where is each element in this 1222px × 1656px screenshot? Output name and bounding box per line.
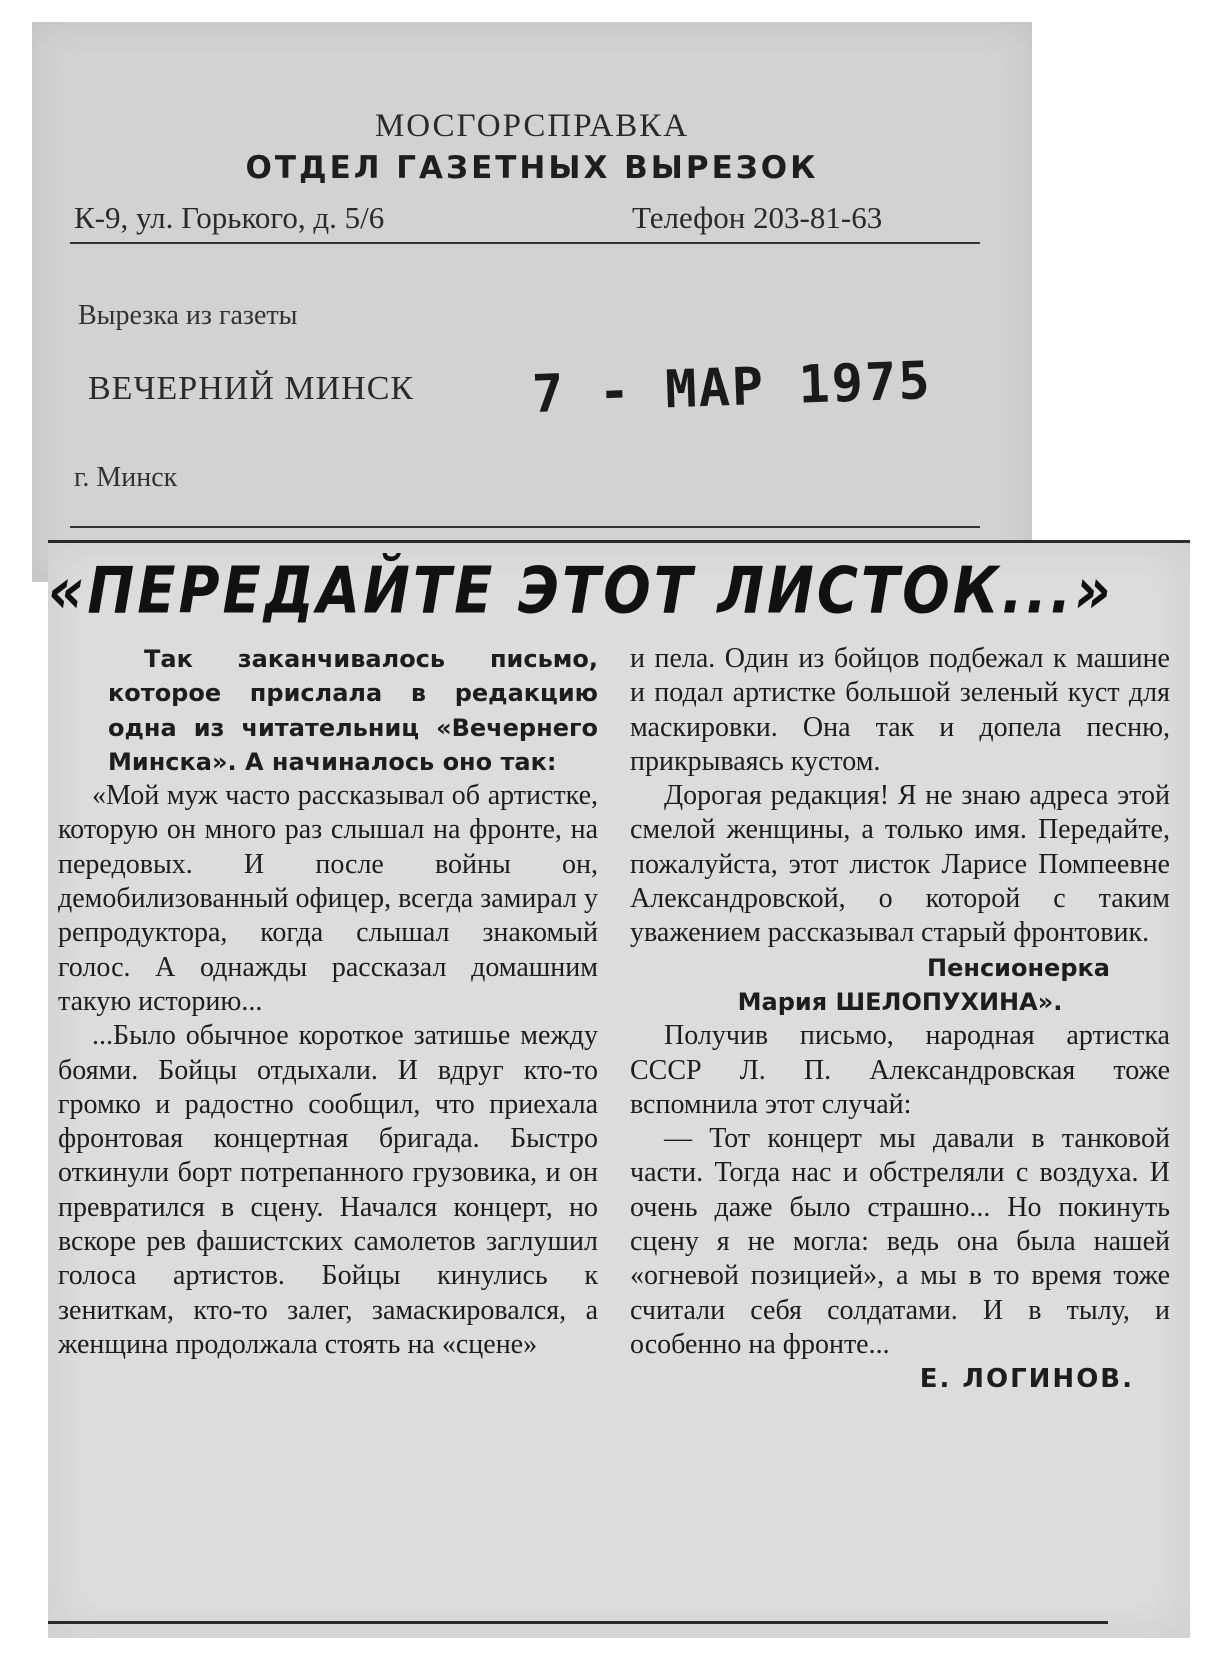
- article-paragraph: и пела. Один из бойцов подбежал к машине и подал артистке большой зеленый куст для маскировки. Она так и допела песню, прикрываясь кустом.: [630, 643, 1170, 777]
- clipping-top-rule: [48, 540, 1190, 543]
- agency-name: МОСГОРСПРАВКА: [374, 108, 690, 144]
- letter-signature-name: Мария ШЕЛОПУХИНА».: [737, 987, 1063, 1016]
- article-paragraph: Получив письмо, народная артистка СССР Л. П. Александровская тоже вспомнила этот случай:: [630, 1020, 1170, 1120]
- department-name: ОТДЕЛ ГАЗЕТНЫХ ВЫРЕЗОК: [245, 150, 819, 186]
- header-divider: [70, 242, 980, 244]
- newspaper-clipping: [48, 540, 1190, 1638]
- article-paragraph: ...Было обычное короткое затишье между боями. Бойцы отдыхали. И вдруг кто-то громко и радостно сообщил, что приехала фронтовая концертная бригада. Быстро откинули борт потрепанного грузовика, и он превратился в сцену. Начался концерт, но вскоре рев фашистских самолетов заглушил голоса артистов. Бойцы кинулись к зениткам, кто-то залег, замаскировался, а женщина продолжала стоять на «сцене»: [58, 1020, 598, 1360]
- article-headline: «ПЕРЕДАЙТЕ ЭТОТ ЛИСТОК...»: [48, 554, 1114, 629]
- letter-signature-role: Пенсионерка: [927, 953, 1110, 982]
- article-column-right: [630, 642, 1170, 1397]
- date-stamp: 7 - МАР 1975: [531, 351, 933, 425]
- agency-address: К-9, ул. Горького, д. 5/6: [74, 200, 385, 235]
- cut-label: Вырезка из газеты: [78, 300, 298, 331]
- article-column-left: [58, 642, 598, 1362]
- article-paragraph: — Тот концерт мы давали в танковой части. Тогда нас и обстреляли с воздуха. И очень даже было страшно... Но покинуть сцену я не могла: ведь она была нашей «огневой позицией», а мы в то время тоже считали себя солдатами. И в тылу, и особенно на фронте...: [630, 1123, 1170, 1360]
- clipping-service-slip: [32, 22, 1032, 582]
- article-paragraph: Дорогая редакция! Я не знаю адреса этой смелой женщины, а только имя. Передайте, пожалуйста, этот листок Ларисе Помпеевне Александровской, о которой с таким уважением рассказывал старый фронтовик.: [630, 780, 1170, 949]
- article-lead: Так заканчивалось письмо, которое прислала в редакцию одна из читательниц «Вечернего Минска». А начиналось оно так:: [108, 645, 598, 776]
- clipping-bottom-rule: [48, 1621, 1108, 1624]
- article-paragraph: «Мой муж часто рассказывал об артистке, которую он много раз слышал на фронте, на передовых. И после войны он, демобилизованный офицер, всегда замирал у репродуктора, когда слышал знакомый голос. А однажды рассказал домашним такую историю...: [58, 780, 598, 1017]
- newspaper-name: ВЕЧЕРНИЙ МИНСК: [88, 370, 415, 407]
- article-author: Е. ЛОГИНОВ.: [919, 1364, 1134, 1395]
- slip-bottom-divider: [70, 526, 980, 528]
- agency-phone: Телефон 203-81-63: [632, 200, 883, 235]
- newspaper-city: г. Минск: [74, 462, 178, 493]
